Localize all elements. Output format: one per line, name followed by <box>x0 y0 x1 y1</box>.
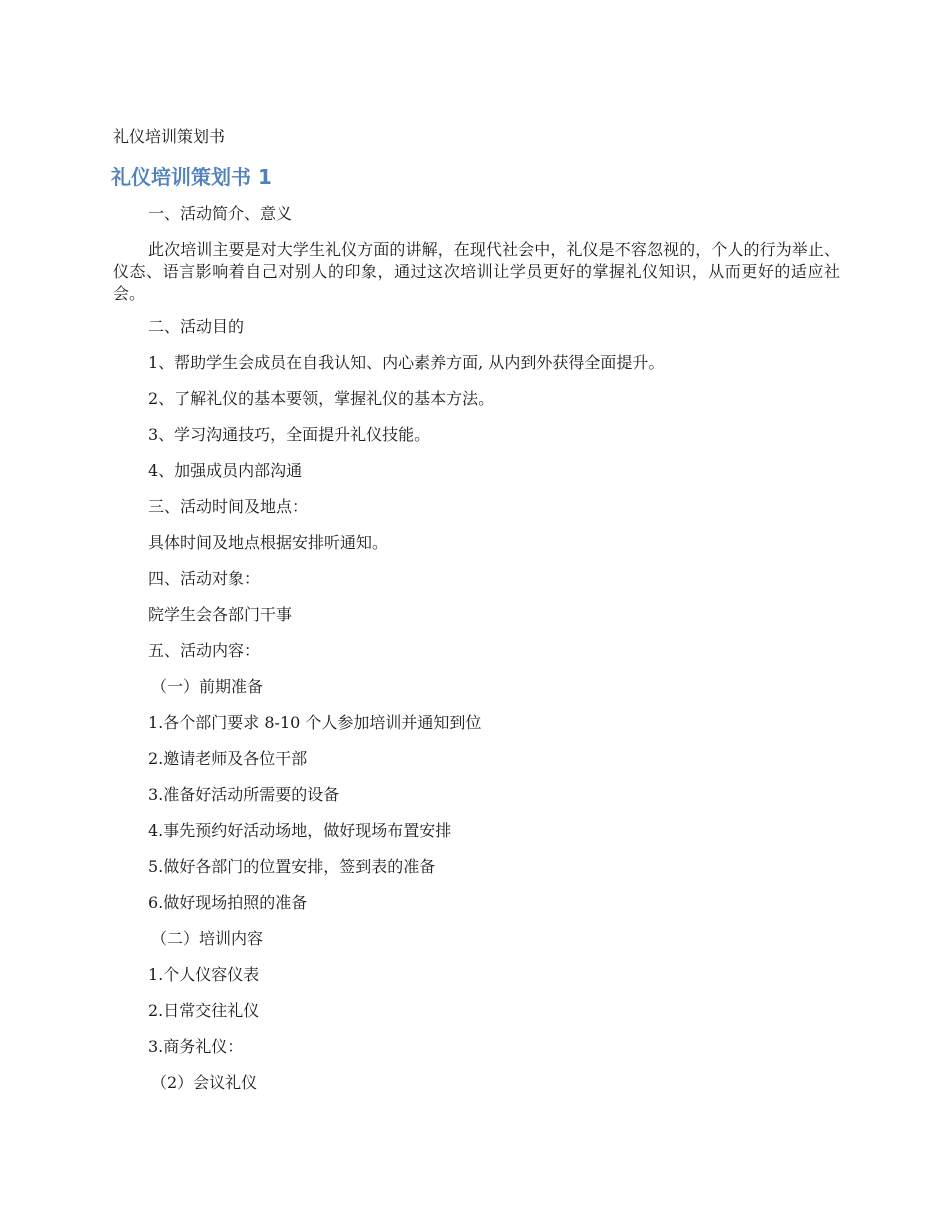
list-item-training-3: 3.商务礼仪： <box>148 1037 244 1056</box>
paragraph-purpose-4: 4、加强成员内部沟通 <box>148 461 303 480</box>
paragraph-audience-heading: 四、活动对象： <box>148 569 261 588</box>
list-item-training-1: 1.个人仪容仪表 <box>148 965 260 984</box>
document-title: 礼仪培训策划书 <box>113 127 226 146</box>
paragraph-intro-heading: 一、活动简介、意义 <box>148 204 293 223</box>
paragraph-prep-heading: （一）前期准备 <box>151 677 264 696</box>
paragraph-intro-text: 此次培训主要是对大学生礼仪方面的讲解，在现代社会中，礼仪是不容忽视的，个人的行为举止、仪态、语言影响着自己对别人的印象，通过这次培训让学员更好的掌握礼仪知识，从而更好的适应社会。 <box>113 240 840 303</box>
list-item-prep-2: 2.邀请老师及各位干部 <box>148 749 308 768</box>
list-item-prep-4: 4.事先预约好活动场地，做好现场布置安排 <box>148 821 452 840</box>
paragraph-purpose-1: 1、帮助学生会成员在自我认知、内心素养方面, 从内到外获得全面提升。 <box>148 353 665 372</box>
list-item-prep-3: 3.准备好活动所需要的设备 <box>148 785 340 804</box>
list-item-prep-5: 5.做好各部门的位置安排，签到表的准备 <box>148 857 436 876</box>
list-item-training-2: 2.日常交往礼仪 <box>148 1001 260 1020</box>
paragraph-training-heading: （二）培训内容 <box>151 929 264 948</box>
paragraph-time-heading: 三、活动时间及地点： <box>148 497 309 516</box>
list-item-prep-6: 6.做好现场拍照的准备 <box>148 893 308 912</box>
paragraph-audience-text: 院学生会各部门干事 <box>148 605 293 624</box>
list-item-training-3-2: （2）会议礼仪 <box>151 1073 258 1092</box>
paragraph-purpose-2: 2、了解礼仪的基本要领，掌握礼仪的基本方法。 <box>148 389 495 408</box>
paragraph-purpose-3: 3、学习沟通技巧，全面提升礼仪技能。 <box>148 425 431 444</box>
paragraph-purpose-heading: 二、活动目的 <box>148 317 245 336</box>
list-item-prep-1: 1.各个部门要求 8-10 个人参加培训并通知到位 <box>148 713 482 732</box>
paragraph-content-heading: 五、活动内容： <box>148 641 261 660</box>
document-body <box>113 203 840 1108</box>
paragraph-time-text: 具体时间及地点根据安排听通知。 <box>148 533 389 552</box>
section-heading: 礼仪培训策划书 1 <box>111 165 272 189</box>
